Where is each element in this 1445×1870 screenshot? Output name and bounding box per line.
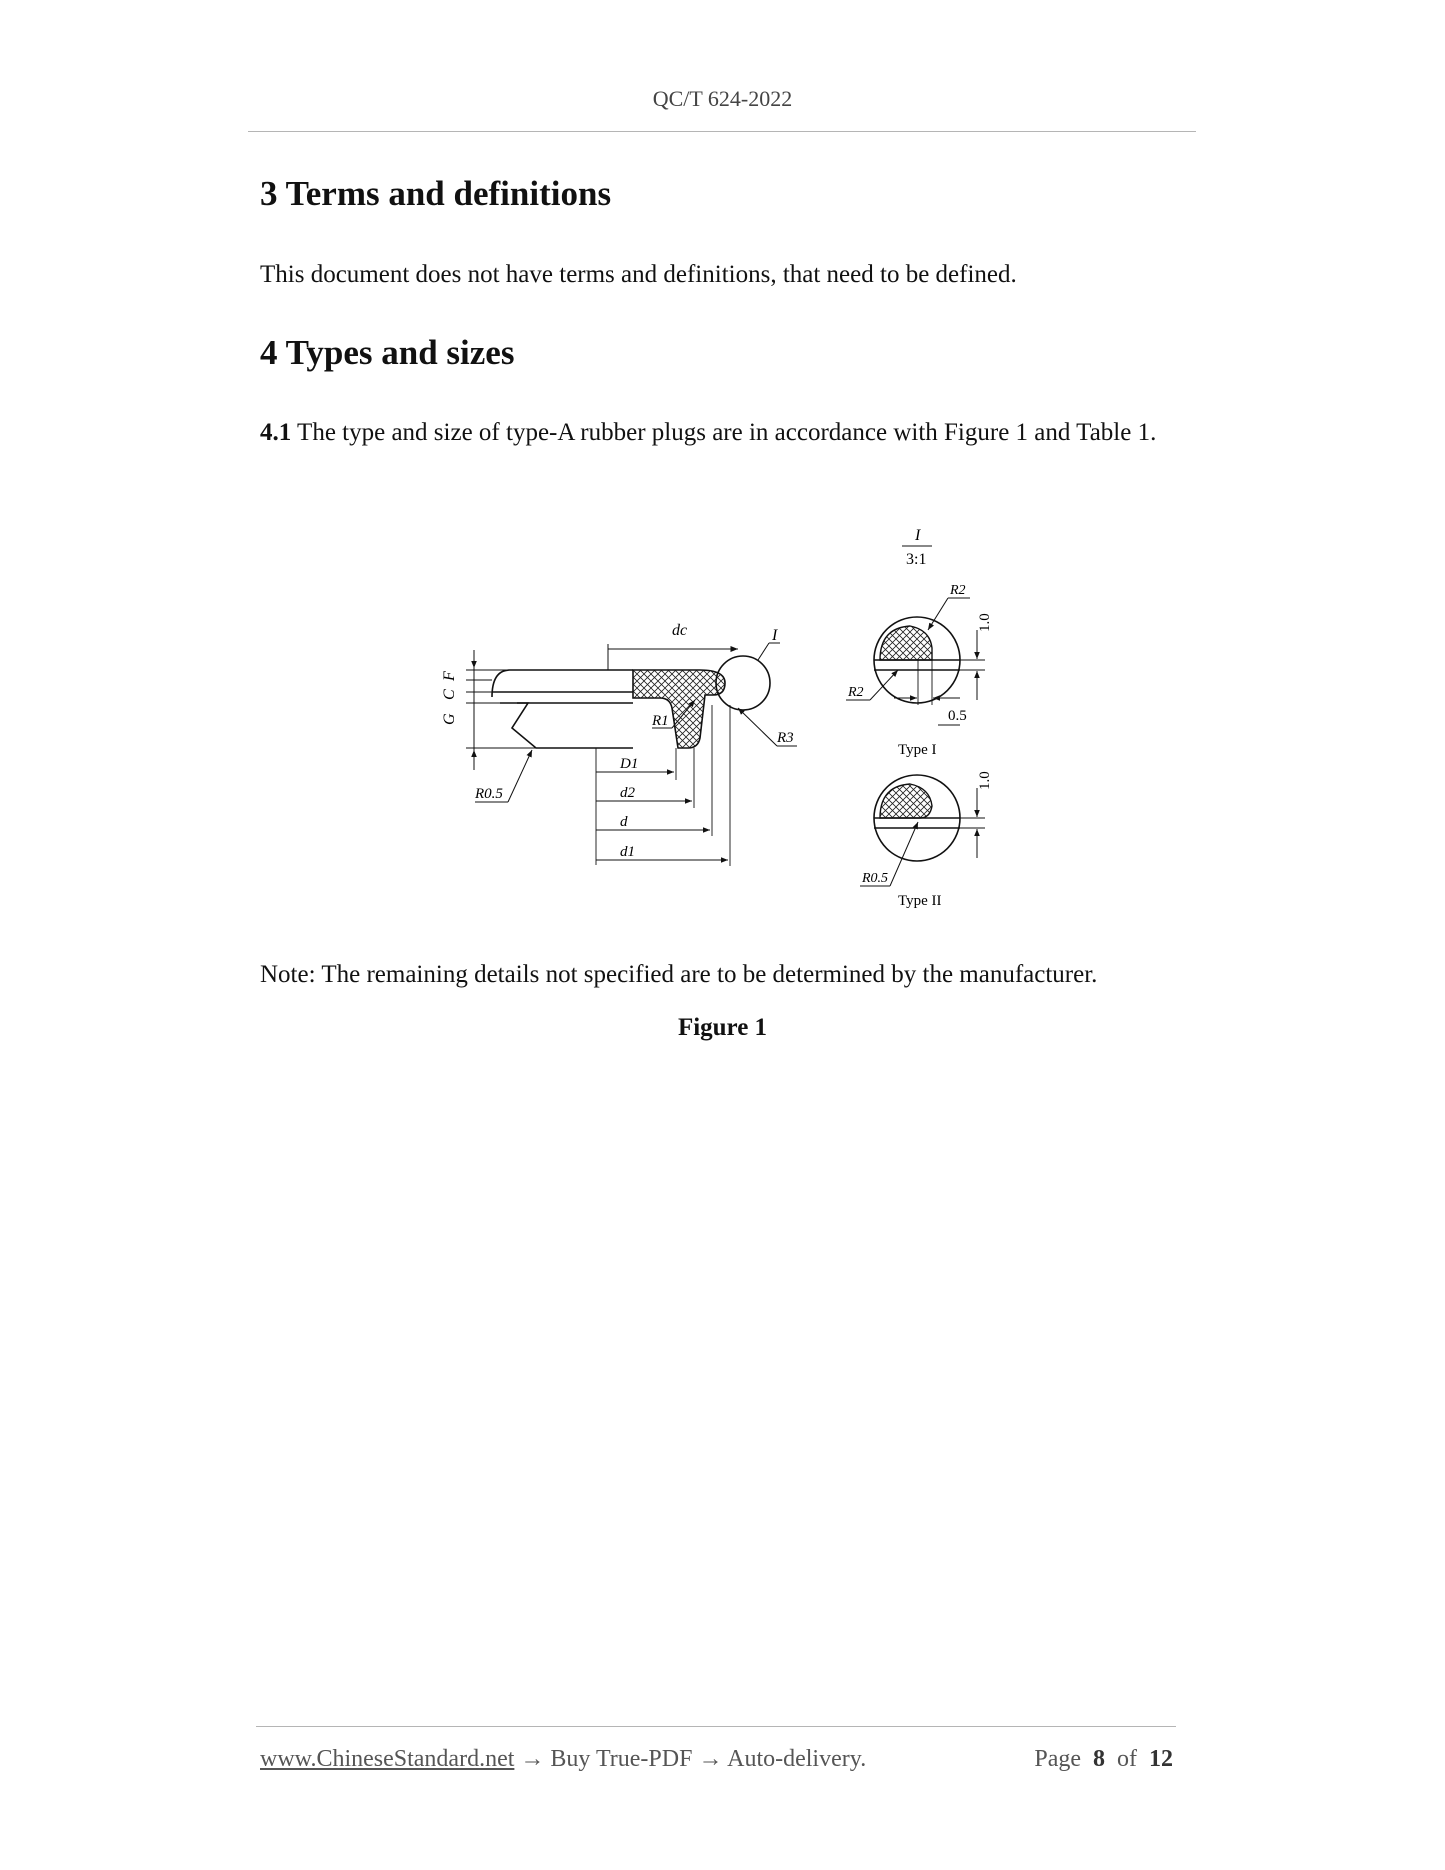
figure-1-drawing	[420, 520, 1020, 920]
figure-caption: Figure 1	[677, 1014, 768, 1041]
label-D1: D1	[620, 756, 639, 772]
clause-text: The type and size of type-A rubber plugs are in accordance with Figure 1 and Table 1.	[291, 419, 1157, 446]
label-detail-mark: I	[772, 627, 778, 644]
label-d2: d2	[620, 785, 635, 801]
label-d1: d1	[620, 844, 635, 860]
plug-section	[492, 670, 725, 748]
label-R3: R3	[777, 730, 794, 746]
page-label: Page	[1034, 1746, 1081, 1772]
label-type2-1-0: 1.0	[977, 771, 993, 790]
label-type1: Type I	[898, 742, 937, 758]
type-1-detail	[846, 583, 993, 758]
section-3-heading: 3 Terms and definitions	[260, 174, 612, 213]
header-rule	[248, 131, 1196, 132]
label-dc: dc	[672, 622, 688, 639]
clause-number: 4.1	[260, 419, 292, 446]
footer-tagline: → Buy True-PDF → Auto-delivery.	[514, 1746, 867, 1772]
site-link[interactable]: www.ChineseStandard.net	[260, 1746, 515, 1772]
of-label: of	[1117, 1746, 1137, 1772]
label-scale-mark: I	[915, 527, 921, 544]
label-R2-top: R2	[950, 583, 966, 598]
header-doc-code: QC/T 624-2022	[652, 86, 793, 111]
section-4-heading: 4 Types and sizes	[260, 333, 515, 372]
section-3-body: This document does not have terms and definitions, that need to be defined.	[260, 261, 1017, 288]
label-R05-type2: R0.5	[862, 871, 889, 886]
label-R05-main: R0.5	[475, 786, 503, 802]
label-type2: Type II	[898, 893, 942, 909]
label-R1: R1	[652, 713, 669, 729]
label-G: G	[441, 713, 458, 725]
page-indicator	[1034, 1746, 1173, 1773]
label-scale: 3:1	[906, 551, 927, 568]
footer-promo	[260, 1746, 866, 1773]
total-pages: 12	[1149, 1746, 1173, 1772]
label-C: C	[441, 689, 458, 700]
label-d: d	[620, 814, 628, 830]
label-R2-left: R2	[848, 685, 864, 700]
label-0-5: 0.5	[948, 708, 967, 724]
type-2-detail	[860, 771, 993, 909]
figure-note: Note: The remaining details not specified are to be determined by the manufacturer.	[260, 961, 1098, 988]
footer-rule	[256, 1726, 1176, 1727]
label-F: F	[441, 671, 458, 681]
label-type1-1-0: 1.0	[977, 613, 993, 632]
clause-4-1	[260, 415, 1190, 450]
page-number: 8	[1093, 1746, 1105, 1772]
